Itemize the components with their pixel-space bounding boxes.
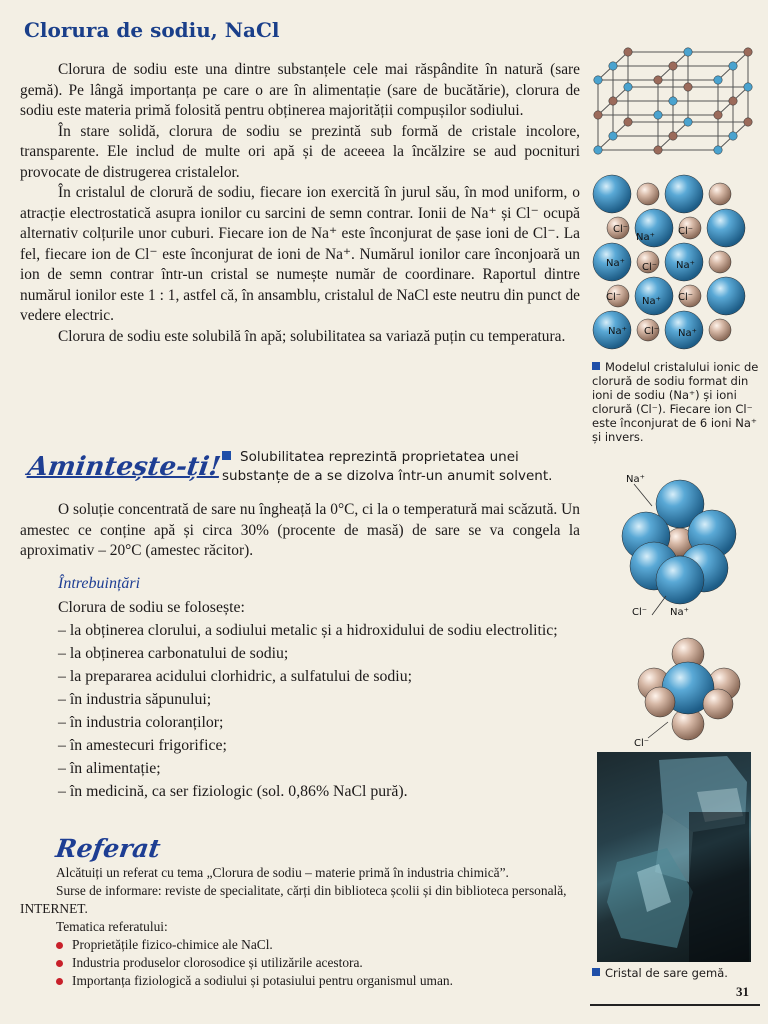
referat-sources: Surse de informare: reviste de specialitate, cărți din biblioteca școlii și din biblioteca personală, INTERNET.	[20, 883, 567, 916]
model-caption	[592, 360, 762, 444]
sodium-ion	[709, 251, 731, 273]
sodium-ion	[684, 83, 692, 91]
crystal-caption-text: Cristal de sare gemă.	[605, 966, 728, 980]
referat-topics	[20, 936, 580, 990]
uses-heading: Întrebuințări	[58, 575, 141, 592]
page-title: Clorura de sodiu, NaCl	[24, 18, 280, 42]
na-label: Na⁺	[636, 232, 655, 243]
chloride-ion	[654, 111, 662, 119]
chloride-ion	[707, 277, 745, 315]
chloride-ion	[744, 83, 752, 91]
sodium-ion	[654, 76, 662, 84]
uses-item: – la obținerea clorului, a sodiului metalic și a hidroxidului de sodiu electrolitic;	[58, 622, 558, 639]
chloride-ion	[684, 48, 692, 56]
referat-topic: Industria produselor clorosodice și utilizările acestora.	[56, 954, 580, 972]
chloride-ion	[656, 556, 704, 604]
referat-heading: Referat	[53, 834, 163, 863]
solution-text	[20, 500, 580, 562]
intro-paragraph-2: În stare solidă, clorura de sodiu se prezintă sub formă de cristale incolore, transparente. Ele includ de multe ori apă și de aceeea la încălzire se aud pocnituri provocate de distrugerea cristalelor.	[20, 122, 580, 181]
intro-text	[20, 60, 580, 347]
referat-block	[20, 864, 580, 990]
uses-item: – la obținerea carbonatului de sodiu;	[58, 645, 289, 662]
chloride-ion	[593, 175, 631, 213]
cl-label: Cl⁻	[678, 292, 694, 303]
footer-rule	[590, 1004, 760, 1006]
chloride-coordination-model	[630, 636, 750, 751]
uses-lead: Clorura de sodiu se folosește:	[58, 599, 245, 616]
chloride-ion	[707, 209, 745, 247]
sodium-ion	[703, 689, 733, 719]
sodium-ion	[744, 48, 752, 56]
chloride-ion	[624, 83, 632, 91]
rock-salt-illustration	[597, 752, 751, 962]
chloride-ion	[594, 76, 602, 84]
sodium-ion	[729, 97, 737, 105]
chloride-ion	[609, 62, 617, 70]
uses-item: – în alimentație;	[58, 760, 161, 777]
cl-mid-label: Cl⁻	[632, 607, 648, 618]
sodium-ion	[645, 687, 675, 717]
cl-label: Cl⁻	[642, 262, 658, 273]
uses-item: – în industria săpunului;	[58, 691, 212, 708]
na-label: Na⁺	[676, 260, 695, 271]
intro-paragraph-3: În cristalul de clorură de sodiu, fiecare ion exercită în jurul său, în mod uniform, o atracție electrostatică asupra ionilor cu sarcini de semn contrar. Ionii de Na⁺ și Cl⁻ ocupă alternativ colțurile unor cuburi. Fiecare ion de Na⁺ este înconjurat de șase ioni de Cl⁻. La fel, fiecare ion de Cl⁻ este înconjurat de ioni de Na⁺. Numărul ionilor care înconjoară un ion de semn contrar într-un cristal se numește număr de coordinare. Raportul dintre numărul ionilor este 1 : 1, astfel că, în ansamblu, cristalul de NaCl este neutru din punct de vedere electric.	[20, 184, 580, 324]
sodium-coordination-model	[600, 470, 760, 620]
chloride-ion	[714, 76, 722, 84]
chloride-ion	[609, 132, 617, 140]
cl-label: Cl⁻	[606, 292, 622, 303]
referat-topic: Proprietățile fizico-chimice ale NaCl.	[56, 936, 580, 954]
solution-paragraph: O soluție concentrată de sare nu îngheață la 0°C, ci la o temperatură mai scăzută. Un amestec ce conține apă și circa 30% (procente de masă) de sare se va congela la aproximativ – 20°C (amestec răcitor).	[20, 501, 580, 559]
cl-label: Cl⁻	[678, 226, 694, 237]
square-bullet-icon	[592, 968, 600, 976]
sodium-ion	[654, 146, 662, 154]
sodium-ion	[669, 62, 677, 70]
model-caption-text: Modelul cristalului ionic de clorură de sodiu format din ioni de sodiu (Na⁺) și ioni clorură (Cl⁻). Fiecare ion Cl⁻ este înconjurat de 6 ioni Na⁺ și invers.	[592, 360, 759, 444]
chloride-ion	[594, 146, 602, 154]
uses-item: – la prepararea acidului clorhidric, a sulfatului de sodiu;	[58, 668, 412, 685]
sodium-ion	[609, 97, 617, 105]
remember-note-text: Solubilitatea reprezintă proprietatea unei substanțe de a se dizolva într-un anumit solvent.	[222, 449, 553, 484]
rock-salt-photo	[597, 752, 751, 962]
intro-paragraph-4: Clorura de sodiu este solubilă în apă; solubilitatea sa variază puțin cu temperatura.	[58, 327, 566, 345]
lattice-diagram	[588, 40, 764, 160]
referat-topics-label: Tematica referatului:	[56, 919, 168, 934]
chloride-ion	[684, 118, 692, 126]
sodium-ion	[709, 183, 731, 205]
uses-item: – în industria coloranților;	[58, 714, 224, 731]
chloride-ion	[669, 97, 677, 105]
packed-crystal-model	[590, 168, 762, 358]
remember-note	[222, 448, 578, 486]
na-label: Na⁺	[678, 328, 697, 339]
na-label: Na⁺	[642, 296, 661, 307]
sodium-ion	[624, 118, 632, 126]
sodium-ion	[669, 132, 677, 140]
sodium-ion	[714, 111, 722, 119]
referat-task: Alcătuiți un referat cu tema „Clorura de sodiu – materie primă în industria chimică”.	[56, 865, 509, 880]
na-label: Na⁺	[608, 326, 627, 337]
intro-paragraph-1: Clorura de sodiu este una dintre substanțele cele mai răspândite în natură (sare gemă). Pe lângă importanța pe care o are în alimentație (sare de bucătărie), clorura de sodiu este materia primă folosită pentru obținerea majorității compușilor sodiului.	[20, 61, 580, 119]
uses-item: – în amestecuri frigorifice;	[58, 737, 227, 754]
sodium-ion	[637, 183, 659, 205]
cl-label: Cl⁻	[644, 326, 660, 337]
cl-label: Cl⁻	[613, 224, 629, 235]
crystal-caption	[592, 966, 762, 980]
sodium-ion	[709, 319, 731, 341]
uses-item: – în medicină, ca ser fiziologic (sol. 0,86% NaCl pură).	[58, 783, 408, 800]
square-bullet-icon	[592, 362, 600, 370]
referat-topic: Importanța fiziologică a sodiului și potasiului pentru organismul uman.	[56, 972, 580, 990]
chloride-ion	[729, 132, 737, 140]
uses-list	[20, 596, 580, 803]
sodium-ion	[744, 118, 752, 126]
square-bullet-icon	[222, 451, 231, 460]
sodium-ion	[624, 48, 632, 56]
sodium-ion	[594, 111, 602, 119]
page-number: 31	[736, 984, 749, 999]
na-mid-label: Na⁺	[670, 607, 689, 618]
cl-bottom-label: Cl⁻	[634, 738, 650, 749]
na-label: Na⁺	[606, 258, 625, 269]
chloride-ion	[714, 146, 722, 154]
chloride-ion	[665, 175, 703, 213]
na-top-label: Na⁺	[626, 474, 645, 485]
remember-heading: Amintește-ți!	[25, 452, 223, 482]
chloride-ion	[729, 62, 737, 70]
